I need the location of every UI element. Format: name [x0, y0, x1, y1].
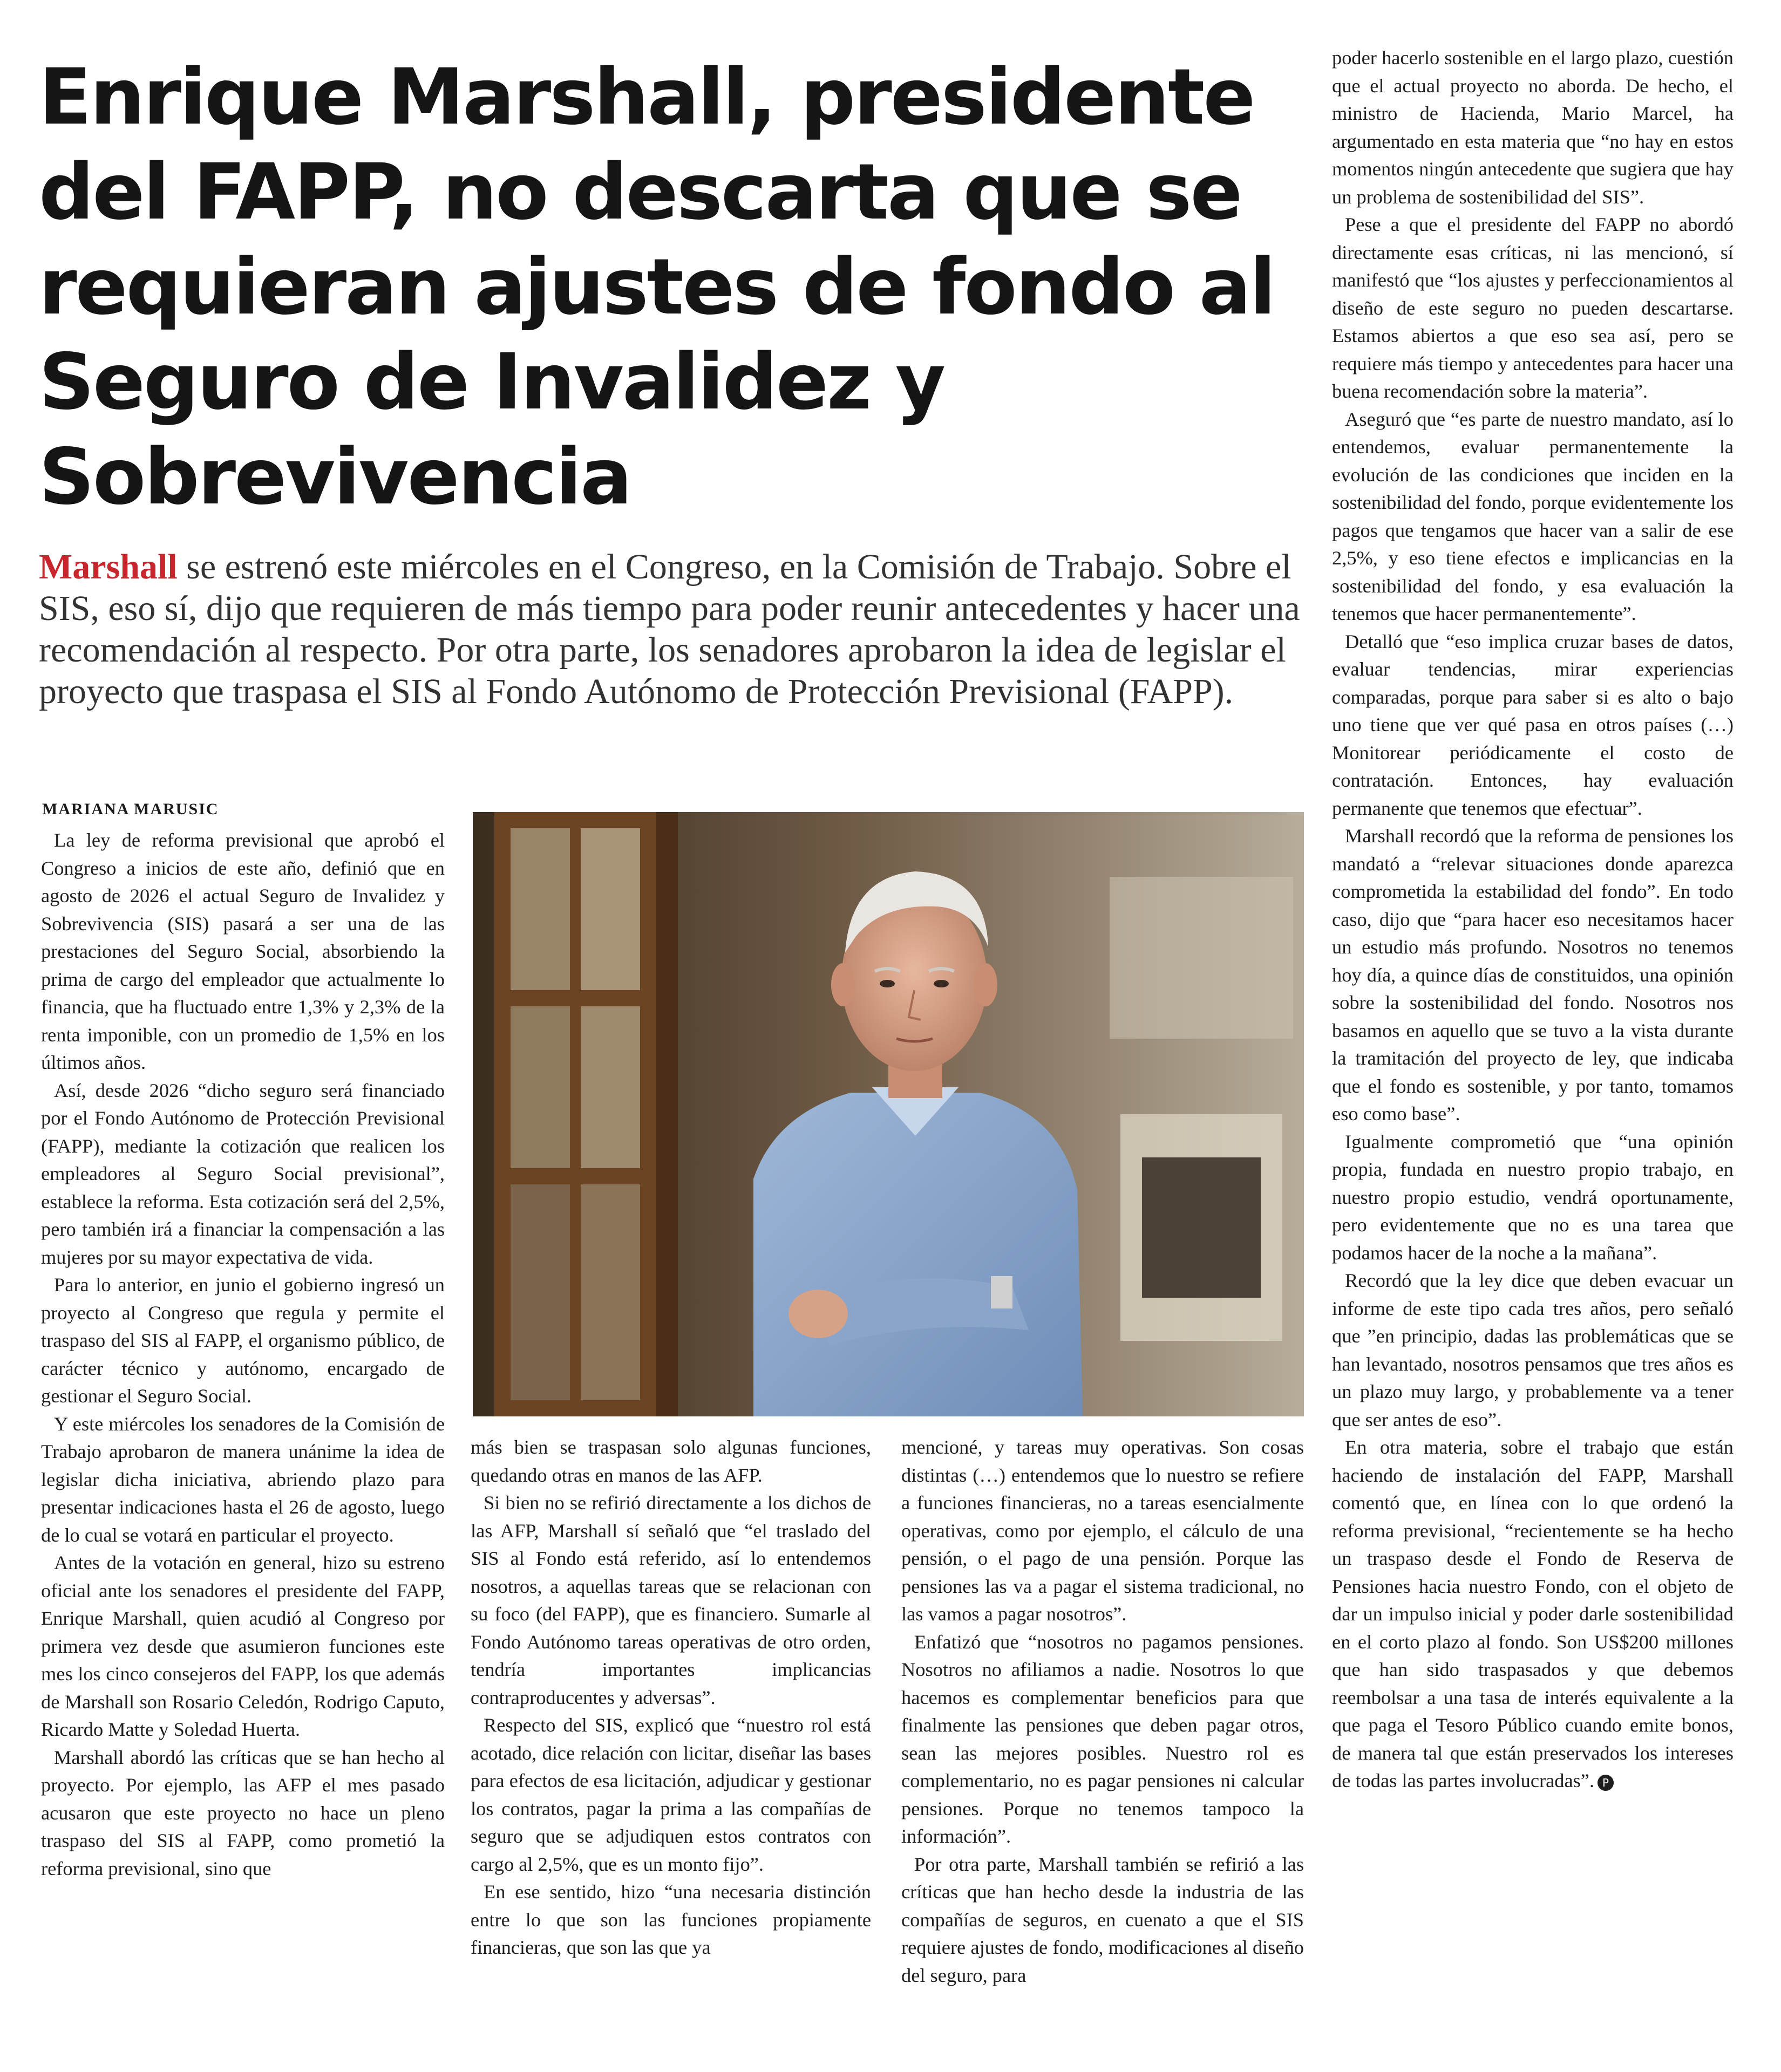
- paragraph: Detalló que “eso implica cruzar bases de datos, evaluar tendencias, mirar experiencias comparadas, porque para saber si es alto o bajo uno tiene que ver qué pasa en otros países (…) Monitorear periódicamente el costo de contratación. Entonces, hay evaluación permanente que tenemos que efectuar”.: [1332, 630, 1734, 819]
- paragraph: Aseguró que “es parte de nuestro mandato, así lo entendemos, evaluar permanentemente la evolución de las condiciones que inciden en la sostenibilidad del fondo, porque evidentemente los pagos que tengamos que hacer van a salir de ese 2,5%, y eso tiene efectos e implicancias en la sostenibilidad del fondo, y esa evaluación la tenemos que hacer permanentemente”.: [1332, 408, 1734, 624]
- paragraph: poder hacerlo sostenible en el largo plazo, cuestión que el actual proyecto no aborda. De hecho, el ministro de Hacienda, Mario Marcel, ha argumentado en esta materia que “no hay en estos momentos ningún antecedente que sugiera que hay un problema de sostenibilidad del SIS”.: [1332, 47, 1734, 208]
- paragraph: Y este miércoles los senadores de la Comisión de Trabajo aprobaron de manera unánime la idea de legislar dicha iniciativa, abriendo plazo para presentar indicaciones hasta el 26 de agosto, luego de lo cual se votará en particular el proyecto.: [41, 1413, 445, 1546]
- paragraph: Igualmente comprometió que “una opinión propia, fundada en nuestro propio trabajo, en nuestro propio estudio, vendrá oportunamente, pero evidentemente que no es una tarea que podamos hacer de la noche a la mañana”.: [1332, 1130, 1734, 1264]
- paragraph: Por otra parte, Marshall también se refirió a las críticas que han hecho desde la industria de las compañías de seguros, en cuenato a que el SIS requiere ajustes de fondo, modificaciones al diseño del seguro, para: [901, 1853, 1304, 1986]
- column-3: [901, 1434, 1304, 1989]
- paragraph: Marshall recordó que la reforma de pensiones los mandató a “relevar situaciones donde aparezca comprometida la estabilidad del fondo”. En todo caso, dijo que “para hacer eso necesitamos hacer un estudio más profundo. Nosotros no tenemos hoy día, a quince días de constituidos, una opinión sobre la sostenibilidad del fondo. Nosotros nos basamos en aquello que se tuvo a la vista durante la tramitación del proyecto de ley, que indicaba que el fondo es sostenible, y por tanto, tomamos eso como base”.: [1332, 825, 1734, 1124]
- column-1: [41, 827, 445, 1883]
- lead-paragraph: [39, 546, 1302, 712]
- lead-text: se estrenó este miércoles en el Congreso, en la Comisión de Trabajo. Sobre el SIS, eso sí, dijo que requieren de más tiempo para poder reunir antecedentes y hacer una recomendación al respecto. Por otra parte, los senadores aprobaron la idea de legislar el proyecto que traspasa el SIS al Fondo Autónomo de Protección Previsional (FAPP).: [39, 547, 1300, 711]
- paragraph: Respecto del SIS, explicó que “nuestro rol está acotado, dice relación con licitar, diseñar las bases para efectos de esa licitación, adjudicar y gestionar los contratos, pagar la prima a las compañías de seguro que se adjudiquen estos contratos con cargo al 2,5%, que es un monto fijo”.: [471, 1714, 871, 1875]
- paragraph: Pese a que el presidente del FAPP no abordó directamente esas críticas, ni las mencionó, sí manifestó que “los ajustes y perfeccionamientos al diseño de este seguro no pueden descartarse. Estamos abiertos a que eso sea así, pero se requiere más tiempo y antecedentes para hacer una buena recomendación sobre la materia”.: [1332, 214, 1734, 402]
- paragraph: En ese sentido, hizo “una necesaria distinción entre lo que son las funciones propiamente financieras, que son las que ya: [471, 1881, 871, 1958]
- byline: MARIANA MARUSIC: [42, 800, 219, 818]
- paragraph: La ley de reforma previsional que aprobó el Congreso a inicios de este año, definió que en agosto de 2026 el actual Seguro de Invalidez y Sobrevivencia (SIS) pasará a ser una de las prestaciones del Seguro Social, absorbiendo la prima de cargo del empleador que actualmente lo financia, que ha fluctuado entre 1,3% y 2,3% de la renta imponible, con un promedio de 1,5% en los últimos años.: [41, 829, 445, 1073]
- paragraph: Si bien no se refirió directamente a los dichos de las AFP, Marshall sí señaló que “el traslado del SIS al Fondo está referido, así lo entendemos nosotros, a aquellas tareas que se relacionan con su foco (del FAPP), que es financiero. Sumarle al Fondo Autónomo tareas operativas de otro orden, tendría importantes implicancias contraproducentes y adversas”.: [471, 1492, 871, 1708]
- paragraph: Así, desde 2026 “dicho seguro será financiado por el Fondo Autónomo de Protección Previsional (FAPP), mediante la cotización que realicen los empleadores al Seguro Social previsional”, establece la reforma. Esta cotización será del 2,5%, pero también irá a financiar la compensación a las mujeres por su mayor expectativa de vida.: [41, 1079, 445, 1268]
- paragraph: Enfatizó que “nosotros no pagamos pensiones. Nosotros no afiliamos a nadie. Nosotros lo que hacemos es complementar beneficios para que finalmente las pensiones que deben pagar otros, sean las mejores posibles. Nuestro rol es complementario, no es pagar pensiones ni calcular pensiones. Porque no tenemos tampoco la información”.: [901, 1631, 1304, 1847]
- article-photo: [473, 812, 1304, 1416]
- paragraph: Antes de la votación en general, hizo su estreno oficial ante los senadores el presidente del FAPP, Enrique Marshall, quien acudió al Congreso por primera vez desde que asumieron funciones este mes los cinco consejeros del FAPP, los que además de Marshall son Rosario Celedón, Rodrigo Caputo, Ricardo Matte y Soledad Huerta.: [41, 1552, 445, 1740]
- column-4: [1332, 44, 1734, 1795]
- headline: Enrique Marshall, presidente del FAPP, no descarta que se requieran ajustes de fondo al Seguro de Invalidez y Sobrevivencia: [39, 52, 1275, 522]
- paragraph: más bien se traspasan solo algunas funciones, quedando otras en manos de las AFP.: [471, 1436, 871, 1486]
- paragraph-text: En otra materia, sobre el trabajo que están haciendo de instalación del FAPP, Marshall comentó que, en línea con lo que ordenó la reforma previsional, “recientemente se ha hecho un traspaso desde el Fondo de Reserva de Pensiones hacia nuestro Fondo, con el objeto de dar un impulso inicial y poder darle sostenibilidad en el corto plazo al fondo. Son US$200 millones que han sido traspasados y que debemos reembolsar a una tasa de interés equivalente a la que paga el Tesoro Público cuando emite bonos, de manera tal que están preservados los intereses de todas las partes involucradas”.: [1332, 1436, 1734, 1791]
- paragraph: Marshall abordó las críticas que se han hecho al proyecto. Por ejemplo, las AFP el mes pasado acusaron que este proyecto no hace un pleno traspaso del SIS al FAPP, como prometió la reforma previsional, sino que: [41, 1746, 445, 1879]
- column-2: [471, 1434, 871, 1962]
- paragraph: Recordó que la ley dice que deben evacuar un informe de este tipo cada tres años, pero señaló que ”en principio, dadas las problemáticas que se han levantado, nosotros pensamos que tres años es un plazo muy largo, y probablemente va a tener que ser antes de eso”.: [1332, 1270, 1734, 1430]
- lead-name: Marshall: [39, 547, 178, 587]
- end-mark-icon: P: [1598, 1775, 1614, 1791]
- paragraph-final: [1332, 1434, 1734, 1795]
- paragraph: Para lo anterior, en junio el gobierno ingresó un proyecto al Congreso que regula y permite el traspaso del SIS al FAPP, el organismo público, de carácter técnico y autónomo, encargado de gestionar el Seguro Social.: [41, 1274, 445, 1407]
- paragraph: mencioné, y tareas muy operativas. Son cosas distintas (…) entendemos que lo nuestro se refiere a funciones financieras, no a tareas esencialmente operativas, como por ejemplo, el cálculo de una pensión, o el pago de una pensión. Porque las pensiones las va a pagar el sistema tradicional, no las vamos a pagar nosotros”.: [901, 1436, 1304, 1625]
